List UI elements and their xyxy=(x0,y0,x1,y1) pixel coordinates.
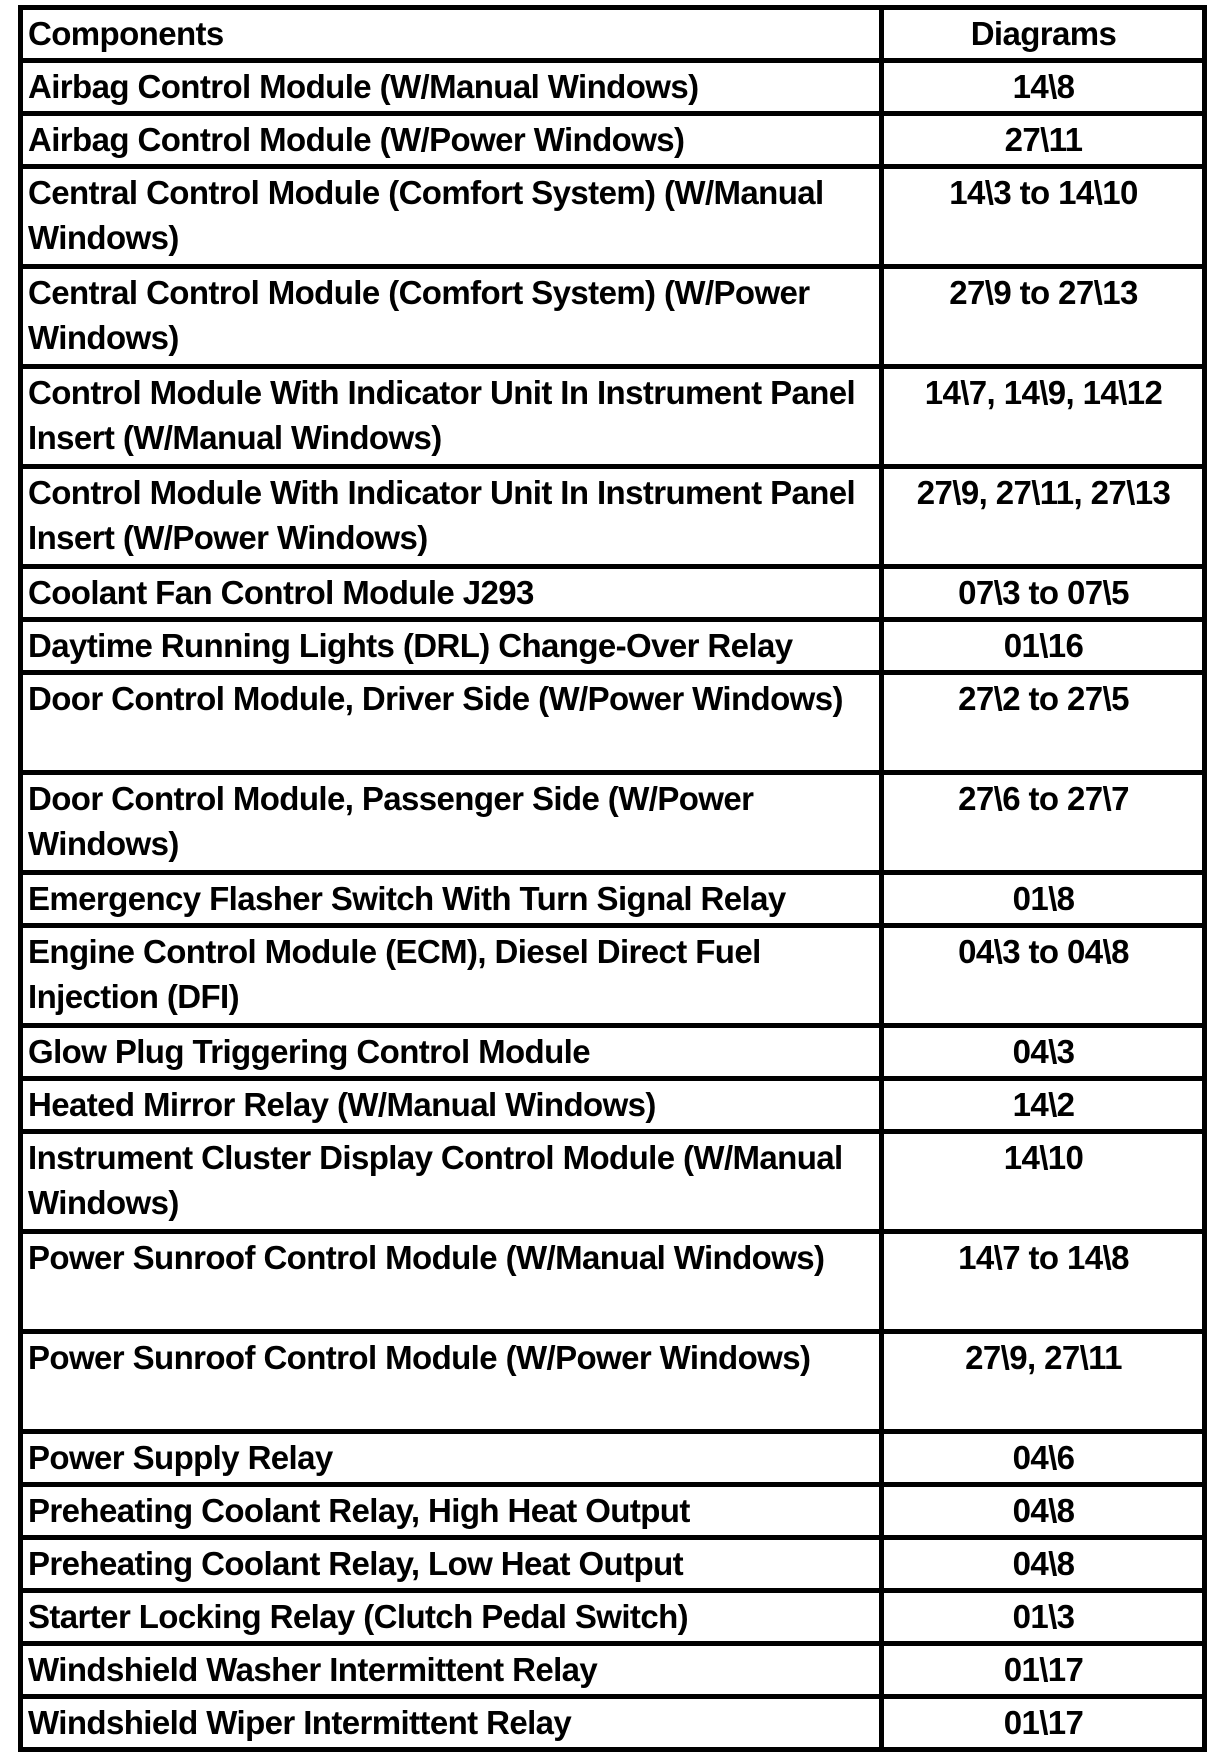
component-cell: Coolant Fan Control Module J293 xyxy=(21,567,882,620)
component-cell: Power Supply Relay xyxy=(21,1432,882,1485)
component-cell: Emergency Flasher Switch With Turn Signal Relay xyxy=(21,873,882,926)
table-row xyxy=(21,567,1205,620)
table-row xyxy=(21,267,1205,367)
diagram-cell: 14\3 to 14\10 xyxy=(882,167,1205,267)
diagram-cell: 04\6 xyxy=(882,1432,1205,1485)
diagram-cell: 04\3 to 04\8 xyxy=(882,926,1205,1026)
component-cell: Control Module With Indicator Unit In Instrument Panel Insert (W/Manual Windows) xyxy=(21,367,882,467)
table-row xyxy=(21,1644,1205,1697)
component-cell: Glow Plug Triggering Control Module xyxy=(21,1026,882,1079)
table-row xyxy=(21,873,1205,926)
components-header: Components xyxy=(21,8,882,61)
component-cell: Airbag Control Module (W/Manual Windows) xyxy=(21,61,882,114)
component-cell: Central Control Module (Comfort System) (W/Manual Windows) xyxy=(21,167,882,267)
diagram-cell: 27\9, 27\11, 27\13 xyxy=(882,467,1205,567)
table-header-row xyxy=(21,8,1205,61)
diagram-cell: 14\8 xyxy=(882,61,1205,114)
diagram-cell: 14\10 xyxy=(882,1132,1205,1232)
diagram-cell: 27\2 to 27\5 xyxy=(882,673,1205,773)
component-cell: Heated Mirror Relay (W/Manual Windows) xyxy=(21,1079,882,1132)
component-cell: Engine Control Module (ECM), Diesel Direct Fuel Injection (DFI) xyxy=(21,926,882,1026)
component-cell: Power Sunroof Control Module (W/Power Windows) xyxy=(21,1332,882,1432)
table-row xyxy=(21,1232,1205,1332)
diagram-cell: 01\17 xyxy=(882,1697,1205,1750)
diagram-cell: 14\7 to 14\8 xyxy=(882,1232,1205,1332)
component-cell: Door Control Module, Passenger Side (W/Power Windows) xyxy=(21,773,882,873)
component-cell: Power Sunroof Control Module (W/Manual Windows) xyxy=(21,1232,882,1332)
table-row xyxy=(21,773,1205,873)
diagram-cell: 14\7, 14\9, 14\12 xyxy=(882,367,1205,467)
diagram-cell: 07\3 to 07\5 xyxy=(882,567,1205,620)
components-table xyxy=(18,5,1207,1752)
diagram-cell: 27\9, 27\11 xyxy=(882,1332,1205,1432)
component-cell: Preheating Coolant Relay, High Heat Output xyxy=(21,1485,882,1538)
table-row xyxy=(21,1591,1205,1644)
table-row xyxy=(21,1132,1205,1232)
table-row xyxy=(21,1079,1205,1132)
component-cell: Starter Locking Relay (Clutch Pedal Switch) xyxy=(21,1591,882,1644)
component-cell: Central Control Module (Comfort System) (W/Power Windows) xyxy=(21,267,882,367)
diagram-cell: 27\6 to 27\7 xyxy=(882,773,1205,873)
diagram-cell: 01\16 xyxy=(882,620,1205,673)
diagram-cell: 14\2 xyxy=(882,1079,1205,1132)
diagram-cell: 27\11 xyxy=(882,114,1205,167)
table-row xyxy=(21,673,1205,773)
diagrams-header: Diagrams xyxy=(882,8,1205,61)
component-cell: Door Control Module, Driver Side (W/Power Windows) xyxy=(21,673,882,773)
diagram-cell: 27\9 to 27\13 xyxy=(882,267,1205,367)
diagram-cell: 01\17 xyxy=(882,1644,1205,1697)
table-row xyxy=(21,61,1205,114)
component-cell: Preheating Coolant Relay, Low Heat Output xyxy=(21,1538,882,1591)
table-row xyxy=(21,1697,1205,1750)
table-row xyxy=(21,1026,1205,1079)
table-row xyxy=(21,1332,1205,1432)
table-row xyxy=(21,1432,1205,1485)
component-cell: Daytime Running Lights (DRL) Change-Over Relay xyxy=(21,620,882,673)
table-row xyxy=(21,620,1205,673)
component-cell: Control Module With Indicator Unit In Instrument Panel Insert (W/Power Windows) xyxy=(21,467,882,567)
table-row xyxy=(21,467,1205,567)
table-row xyxy=(21,167,1205,267)
component-cell: Windshield Wiper Intermittent Relay xyxy=(21,1697,882,1750)
component-cell: Airbag Control Module (W/Power Windows) xyxy=(21,114,882,167)
diagram-cell: 04\3 xyxy=(882,1026,1205,1079)
diagram-cell: 01\3 xyxy=(882,1591,1205,1644)
table-row xyxy=(21,367,1205,467)
table-row xyxy=(21,926,1205,1026)
diagram-cell: 04\8 xyxy=(882,1485,1205,1538)
table-row xyxy=(21,114,1205,167)
table-row xyxy=(21,1485,1205,1538)
diagram-cell: 04\8 xyxy=(882,1538,1205,1591)
table-row xyxy=(21,1538,1205,1591)
component-cell: Windshield Washer Intermittent Relay xyxy=(21,1644,882,1697)
diagram-cell: 01\8 xyxy=(882,873,1205,926)
component-cell: Instrument Cluster Display Control Module (W/Manual Windows) xyxy=(21,1132,882,1232)
